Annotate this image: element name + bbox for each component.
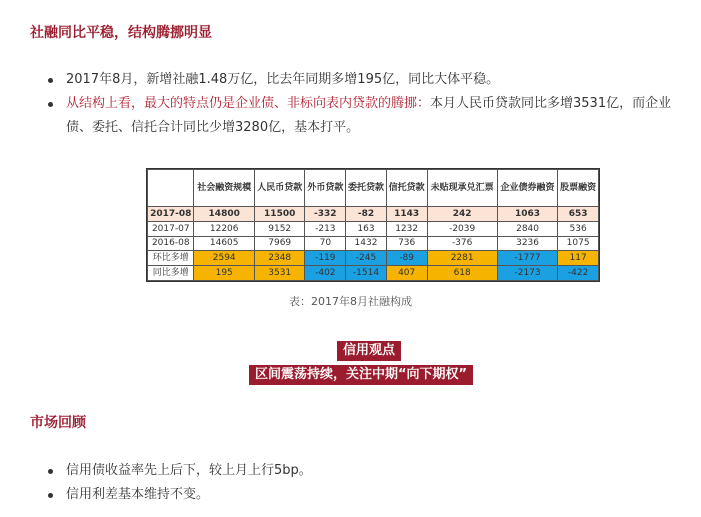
summary-bullet-list [36,68,676,140]
bullet-emphasis-text: 从结构上看，最大的特点仍是企业债、非标向表内贷款的腾挪： [66,96,431,111]
table-row [148,236,599,251]
table-cell: 11500 [254,207,305,222]
table-header: 外币贷款 [305,170,346,207]
table-header: 委托贷款 [346,170,387,207]
table-cell: 1432 [346,236,387,251]
table-header: 股票融资 [558,170,599,207]
section-heading-market-review: 市场回顾 [30,415,86,431]
table-header: 社会融资规模 [194,170,254,207]
table-cell: 12206 [194,221,254,236]
row-label: 环比多增 [148,251,194,266]
table-cell: -332 [305,207,346,222]
table-cell: 242 [427,207,497,222]
section-tag-credit-view: 信用观点 [337,341,401,361]
row-label: 2017-08 [148,207,194,222]
table-cell: 9152 [254,221,305,236]
table-cell: 407 [386,266,427,281]
table-cell: 3531 [254,266,305,281]
table-cell: 653 [558,207,599,222]
table-cell: -376 [427,236,497,251]
table-cell: 14800 [194,207,254,222]
table-cell: 618 [427,266,497,281]
table-cell: 70 [305,236,346,251]
market-bullet-list [36,459,676,507]
bullet-text: 2017年8月，新增社融1.48万亿，比去年同期多增195亿，同比大体平稳。 [66,72,500,87]
social-financing-table [146,168,600,282]
table-cell: 2281 [427,251,497,266]
table-cell: 163 [346,221,387,236]
list-item [36,483,676,507]
table-header-blank [148,170,194,207]
table-cell: 2840 [497,221,557,236]
table-cell: 2348 [254,251,305,266]
table-row [148,251,599,266]
table-cell: 1075 [558,236,599,251]
table-cell: -119 [305,251,346,266]
table-cell: -2173 [497,266,557,281]
table-caption: 表：2017年8月社融构成 [289,295,412,308]
bullet-text: 信用债收益率先上后下，较上月上行5bp。 [66,463,312,478]
table-cell: 736 [386,236,427,251]
table-cell: 14605 [194,236,254,251]
table-row [148,266,599,281]
list-item [36,92,676,140]
table-cell: 3236 [497,236,557,251]
list-item [36,459,676,483]
table-row [148,221,599,236]
table-cell: -1514 [346,266,387,281]
table-row [148,207,599,222]
list-item [36,68,676,92]
section-heading-social-financing: 社融同比平稳，结构腾挪明显 [30,25,212,41]
table-cell: 2594 [194,251,254,266]
table-cell: -1777 [497,251,557,266]
row-label: 2017-07 [148,221,194,236]
table-cell: 1143 [386,207,427,222]
bullet-text: 本月人民币贷款同比多增3531亿，而企业债、委托、信托合计同比少增3280亿，基本打平。 [66,96,672,135]
table-cell: 7969 [254,236,305,251]
table-cell: 1232 [386,221,427,236]
table-header: 人民币贷款 [254,170,305,207]
table-header: 未贴现承兑汇票 [427,170,497,207]
table-cell: -213 [305,221,346,236]
row-label: 2016-08 [148,236,194,251]
table-cell: -82 [346,207,387,222]
table-cell: -89 [386,251,427,266]
table-cell: -245 [346,251,387,266]
row-label: 同比多增 [148,266,194,281]
table-cell: 117 [558,251,599,266]
table-cell: 536 [558,221,599,236]
bullet-text: 信用利差基本维持不变。 [66,487,210,502]
table-cell: 195 [194,266,254,281]
table-cell: 1063 [497,207,557,222]
table-cell: -402 [305,266,346,281]
table-cell: -2039 [427,221,497,236]
table-header: 信托贷款 [386,170,427,207]
table-header: 企业债券融资 [497,170,557,207]
section-tag-subtitle: 区间震荡持续，关注中期“向下期权” [249,365,473,385]
table-cell: -422 [558,266,599,281]
